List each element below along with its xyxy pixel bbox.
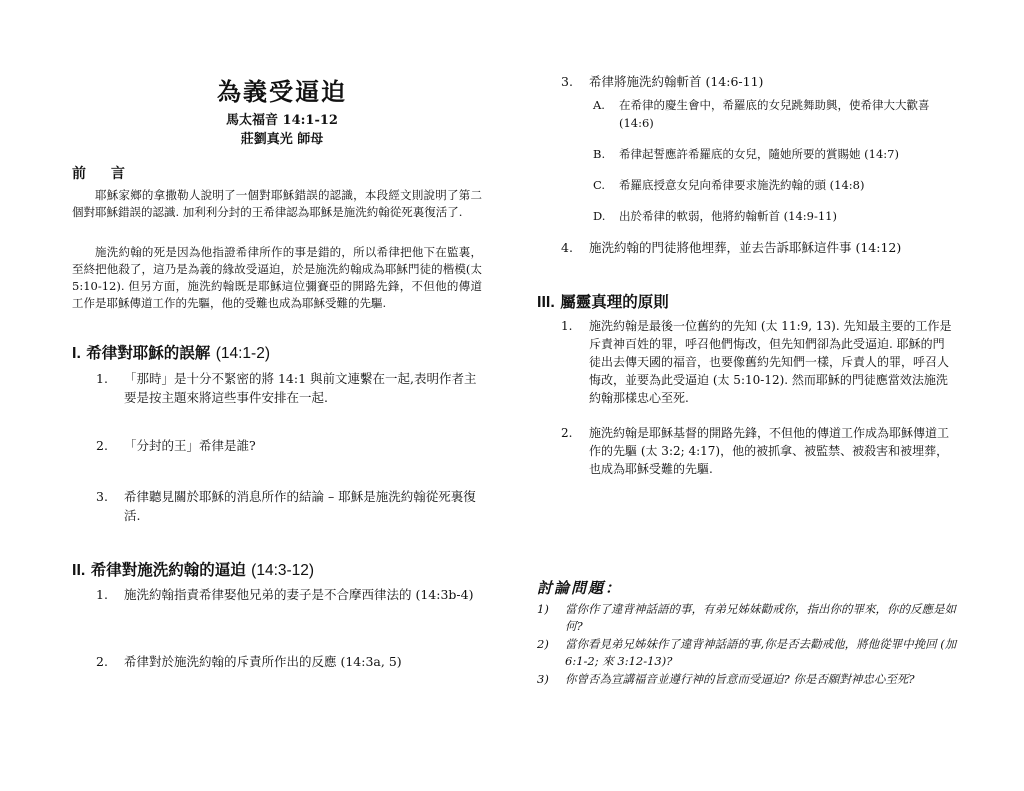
discussion-question-2 [537, 636, 957, 670]
section-2-item-3 [561, 72, 951, 91]
discussion-heading: 討論問題： [537, 579, 623, 597]
question-number: 1) [537, 602, 549, 616]
section-1-reference: (14:1-2) [215, 345, 270, 362]
section-3-heading [537, 290, 669, 312]
discussion-question-3 [537, 671, 957, 688]
section-3-number: III. [537, 294, 555, 311]
subitem-letter: B. [593, 147, 606, 161]
item-number: 3. [561, 74, 573, 89]
section-1-heading [72, 341, 270, 363]
item-number: 2. [96, 654, 108, 669]
item-number: 4. [561, 240, 573, 255]
section-2-item-1 [96, 585, 486, 604]
subitem-text: 出於希律的軟弱，他將約翰斬首 (14:9-11) [619, 209, 837, 223]
question-number: 2) [537, 637, 549, 651]
question-text: 當你看見弟兄姊妹作了違背神話語的事,你是否去勸戒他，將他從罪中挽回 (加 6:1-2; 來 3:12-13)? [565, 637, 957, 668]
item-number: 1. [96, 371, 108, 386]
subitem-letter: D. [593, 209, 606, 223]
subitem-text: 在希律的慶生會中，希羅底的女兒跳舞助興，使希律大大歡喜 (14:6) [619, 98, 930, 130]
item-text: 施洗約翰指責希律娶他兄弟的妻子是不合摩西律法的 (14:3b-4) [124, 587, 474, 602]
section-2-subitem-b [593, 145, 953, 163]
section-2-subitem-c [593, 176, 953, 194]
section-2-number: II. [72, 562, 86, 579]
item-text: 「那時」是十分不緊密的將 14:1 與前文連繫在一起,表明作者主要是按主題來將這些事件安排在一起. [124, 371, 477, 405]
page-title: 為義受逼迫 [217, 77, 347, 106]
section-1-item-2 [96, 436, 486, 455]
subitem-text: 希羅底授意女兒向希律要求施洗約翰的頭 (14:8) [619, 178, 865, 192]
item-text: 施洗約翰的門徒將他埋葬，並去告訴耶穌這件事 (14:12) [589, 240, 902, 255]
subitem-letter: A. [593, 98, 605, 112]
preface-heading: 前 言 [72, 166, 135, 182]
section-1-item-3 [96, 487, 486, 525]
item-number: 1. [96, 587, 108, 602]
item-number: 1. [561, 319, 573, 333]
preface-paragraph-2: 施洗約翰的死是因為他指證希律所作的事是錯的，所以希律把他下在監裏，至終把他殺了，這乃是為義的緣故受逼迫，於是施洗約翰成為耶穌門徒的楷模(太 5:10-12). 但另方面，施洗約翰既是耶穌這位彌賽亞的開路先鋒，不但他的傳道工作是耶穌傳道工作的先驅，他的受難也成為耶穌受難的先驅. [72, 245, 482, 310]
section-3-item-2 [561, 424, 956, 478]
author-line: 莊劉真光 師母 [240, 132, 324, 147]
scripture-reference: 馬太福音 14:1-12 [226, 113, 338, 128]
section-2-heading [72, 558, 314, 580]
item-number: 2. [561, 426, 573, 440]
section-3-title: 屬靈真理的原則 [560, 292, 669, 311]
section-2-item-4 [561, 238, 951, 257]
section-2-subitem-d [593, 207, 953, 225]
preface-paragraph-1: 耶穌家鄉的拿撒勒人說明了一個對耶穌錯誤的認識，本段經文則說明了第二個對耶穌錯誤的認識. 加利利分封的王希律認為耶穌是施洗約翰從死裏復活了. [72, 188, 482, 219]
section-2-title: 希律對施洗約翰的逼迫 [90, 560, 246, 579]
question-text: 當你作了違背神話語的事，有弟兄姊妹勸戒你，指出你的罪來，你的反應是如何? [565, 602, 956, 633]
item-number: 2. [96, 438, 108, 453]
subitem-letter: C. [593, 178, 606, 192]
subitem-text: 希律起誓應許希羅底的女兒，隨她所要的賞賜她 (14:7) [619, 147, 899, 161]
question-text: 你曾否為宣講福音並遵行神的旨意而受逼迫? 你是否願對神忠心至死? [565, 672, 915, 686]
section-3-item-1 [561, 317, 956, 407]
discussion-question-1 [537, 601, 957, 635]
question-number: 3) [537, 672, 549, 686]
item-text: 「分封的王」希律是誰? [124, 438, 256, 453]
item-text: 施洗約翰是最後一位舊約的先知 (太 11:9, 13). 先知最主要的工作是斥責神百姓的罪，呼召他們悔改，但先知們卻為此受逼迫. 耶穌的門徒出去傳天國的福音，也要像舊約先知們一樣，斥責人的罪，呼召人悔改，並要為此受逼迫 (太 5:10-12). 然而耶穌的門徒應當效法施洗約翰那樣忠心至死. [589, 319, 952, 405]
item-number: 3. [96, 489, 108, 504]
item-text: 施洗約翰是耶穌基督的開路先鋒，不但他的傳道工作成為耶穌傳道工作的先驅 (太 3:2; 4:17)，他的被抓拿、被監禁、被殺害和被埋葬，也成為耶穌受難的先驅. [589, 426, 950, 476]
section-2-reference: (14:3-12) [251, 562, 315, 579]
section-2-item-2 [96, 652, 486, 671]
item-text: 希律聽見關於耶穌的消息所作的結論 – 耶穌是施洗約翰從死裏復活. [124, 489, 476, 523]
item-text: 希律將施洗約翰斬首 (14:6-11) [589, 74, 764, 89]
section-1-item-1 [96, 369, 486, 407]
section-1-title: 希律對耶穌的誤解 [86, 343, 211, 362]
item-text: 希律對於施洗約翰的斥責所作出的反應 (14:3a, 5) [124, 654, 402, 669]
section-2-subitem-a [593, 96, 953, 132]
section-1-number: I. [72, 345, 81, 362]
